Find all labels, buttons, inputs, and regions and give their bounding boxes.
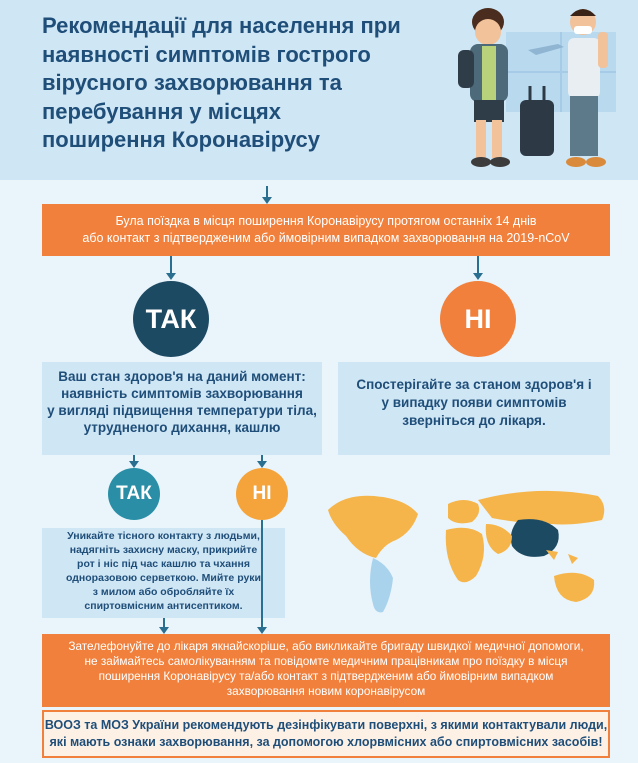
arrow-down-icon <box>129 461 139 468</box>
who-disinfection-notice <box>42 710 610 758</box>
no-circle: НІ <box>440 281 516 357</box>
observe-line: зверніться до лікаря. <box>402 413 546 428</box>
observe-line: у випадку появи симптомів <box>381 395 567 410</box>
title-line: перебування у місцях <box>42 98 282 124</box>
trip-contact-question <box>42 204 610 256</box>
arrow-down-icon <box>257 627 267 634</box>
call-line: Зателефонуйте до лікаря якнайскоріше, або викликайте бригаду швидкої медичної допомоги, <box>68 639 584 653</box>
health-status-question <box>42 362 322 455</box>
title-line: вірусного захворювання та <box>42 70 342 95</box>
avoid-line: спиртовмісним антисептиком. <box>84 600 243 612</box>
header-banner <box>0 0 638 180</box>
call-line: поширення Коронавірусу та/або контакт з підтвердженим або ймовірним випадком <box>98 669 554 683</box>
arrow-down-icon <box>257 461 267 468</box>
avoid-contact-advice <box>42 528 285 618</box>
who-line: які мають ознаки захворювання, за допомогою хлорвмісних або спиртовмісних засобів! <box>49 735 603 749</box>
question-line: Була поїздка в місця поширення Коронавірусу протягом останніх 14 днів <box>115 214 537 228</box>
title-line: поширення Коронавірусу <box>42 127 320 152</box>
health-line: наявність симптомів захворювання <box>61 386 303 401</box>
health-line: у вигляді підвищення температури тіла, <box>47 403 317 418</box>
connector-line <box>477 256 479 274</box>
arrow-down-icon <box>166 273 176 280</box>
call-line: не займайтесь самолікуванням та повідомте медичним працівникам про поїздку в місця <box>84 654 568 668</box>
connector-line <box>261 520 263 628</box>
avoid-line: з милом або обробляйте їх <box>92 586 235 598</box>
page-title <box>42 12 442 155</box>
who-line: ВООЗ та МОЗ України рекомендують дезінфікувати поверхні, з якими контактували люди, <box>44 718 608 732</box>
avoid-line: одноразовою серветкою. Мийте руки <box>65 572 262 584</box>
avoid-line: рот і ніс під час кашлю та чхання <box>77 558 250 570</box>
arrow-down-icon <box>473 273 483 280</box>
observe-line: Спостерігайте за станом здоров'я і <box>356 377 592 392</box>
world-map-illustration <box>318 480 618 620</box>
question-line: або контакт з підтвердженим або ймовірним випадком захворювання на 2019-nCoV <box>82 231 570 245</box>
yes-circle: ТАК <box>133 281 209 357</box>
health-line: утрудненого дихання, кашлю <box>83 420 281 435</box>
no-circle-small: НІ <box>236 468 288 520</box>
arrow-down-icon <box>159 627 169 634</box>
avoid-line: надягніть захисну маску, прикрийте <box>69 544 258 556</box>
title-line: наявності симптомів гострого <box>42 41 371 67</box>
call-line: захворювання новим коронавірусом <box>226 684 426 698</box>
observe-health-advice <box>338 362 610 455</box>
connector-line <box>170 256 172 274</box>
title-line: Рекомендації для населення при <box>42 13 401 38</box>
yes-circle-small: ТАК <box>108 468 160 520</box>
call-doctor-advice <box>42 634 610 707</box>
arrow-down-icon <box>262 197 272 204</box>
health-line: Ваш стан здоров'я на даний момент: <box>58 369 306 384</box>
travelers-illustration <box>448 2 628 178</box>
avoid-line: Уникайте тісного контакту з людьми, <box>67 530 260 542</box>
